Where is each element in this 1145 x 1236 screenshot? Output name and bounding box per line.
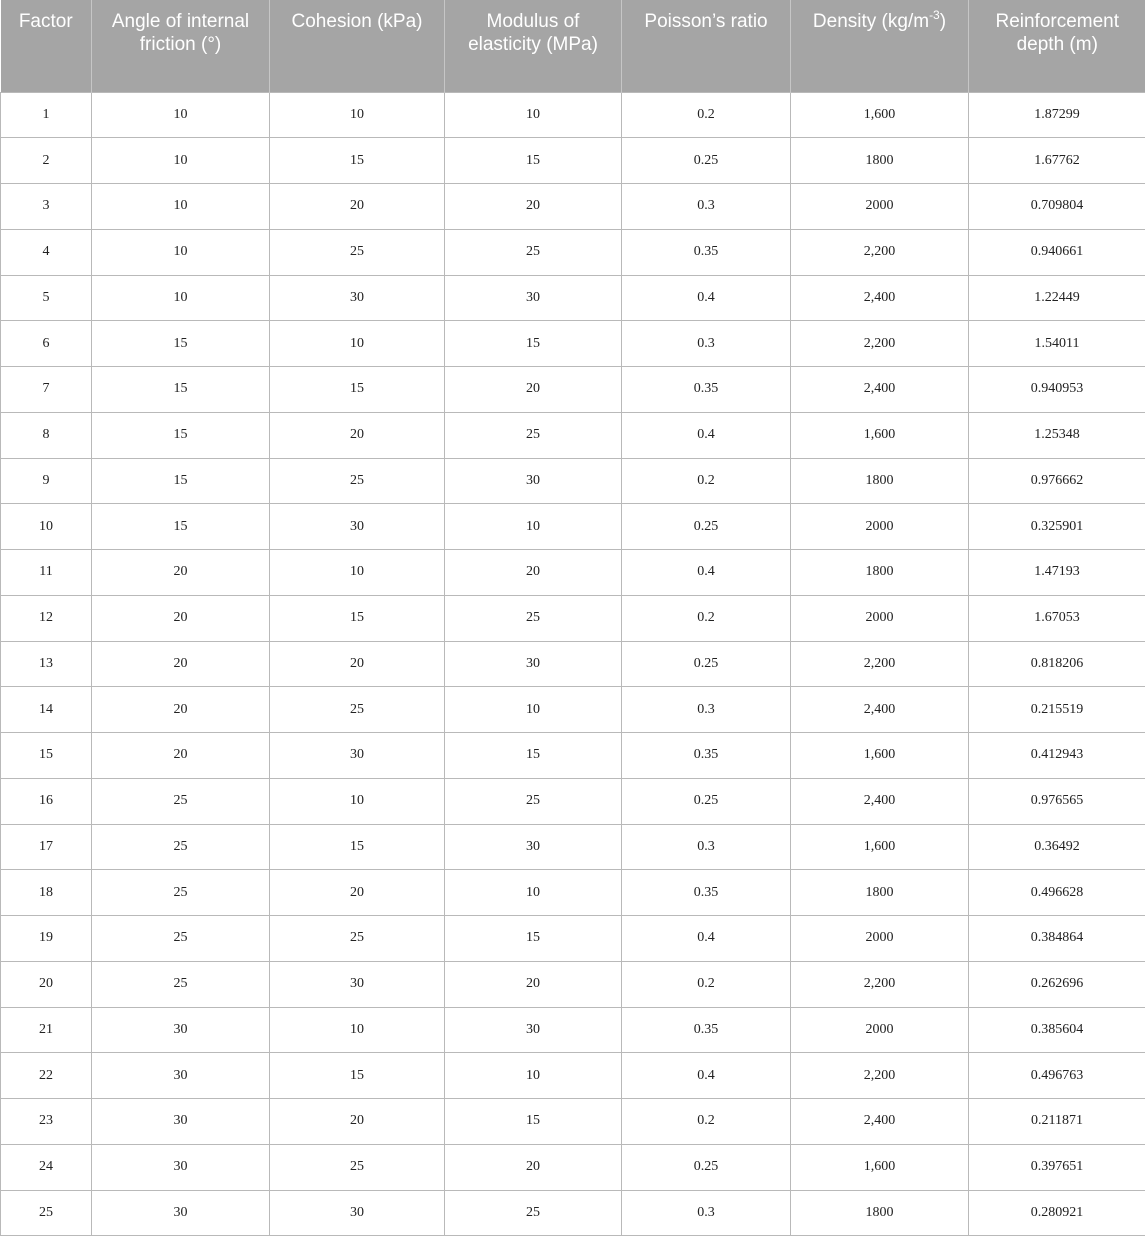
depth-cell: 0.280921 xyxy=(969,1190,1145,1236)
depth-cell: 0.709804 xyxy=(969,184,1145,230)
cohesion-cell: 15 xyxy=(270,824,445,870)
cohesion-cell: 10 xyxy=(270,778,445,824)
factor-cell: 16 xyxy=(1,778,92,824)
poisson-cell: 0.25 xyxy=(622,641,791,687)
density-cell: 2000 xyxy=(791,504,969,550)
factor-cell: 13 xyxy=(1,641,92,687)
table-row xyxy=(1,961,1145,1007)
cohesion-cell: 25 xyxy=(270,1144,445,1190)
angle-cell: 20 xyxy=(92,687,270,733)
cohesion-cell: 20 xyxy=(270,1099,445,1145)
modulus-cell: 25 xyxy=(445,229,622,275)
angle-cell: 15 xyxy=(92,412,270,458)
density-cell: 2000 xyxy=(791,184,969,230)
table-row xyxy=(1,550,1145,596)
depth-cell: 0.211871 xyxy=(969,1099,1145,1145)
density-cell: 2000 xyxy=(791,916,969,962)
modulus-cell: 25 xyxy=(445,595,622,641)
depth-cell: 0.397651 xyxy=(969,1144,1145,1190)
cohesion-cell: 15 xyxy=(270,595,445,641)
poisson-cell: 0.2 xyxy=(622,92,791,138)
depth-cell: 0.496763 xyxy=(969,1053,1145,1099)
modulus-cell: 25 xyxy=(445,778,622,824)
table-row xyxy=(1,412,1145,458)
table-row xyxy=(1,778,1145,824)
modulus-cell: 15 xyxy=(445,321,622,367)
factor-cell: 7 xyxy=(1,367,92,413)
factor-cell: 21 xyxy=(1,1007,92,1053)
modulus-cell: 20 xyxy=(445,550,622,596)
modulus-cell: 30 xyxy=(445,824,622,870)
poisson-cell: 0.4 xyxy=(622,1053,791,1099)
table-row xyxy=(1,184,1145,230)
table-row xyxy=(1,458,1145,504)
modulus-cell: 10 xyxy=(445,687,622,733)
table-row xyxy=(1,687,1145,733)
modulus-cell: 10 xyxy=(445,870,622,916)
factor-cell: 14 xyxy=(1,687,92,733)
density-cell: 2,200 xyxy=(791,641,969,687)
modulus-cell: 20 xyxy=(445,367,622,413)
cohesion-cell: 30 xyxy=(270,275,445,321)
cohesion-cell: 10 xyxy=(270,550,445,596)
poisson-cell: 0.4 xyxy=(622,412,791,458)
depth-cell: 1.67053 xyxy=(969,595,1145,641)
poisson-cell: 0.3 xyxy=(622,687,791,733)
table-row xyxy=(1,504,1145,550)
modulus-cell: 25 xyxy=(445,412,622,458)
poisson-cell: 0.25 xyxy=(622,778,791,824)
factor-cell: 11 xyxy=(1,550,92,596)
cohesion-cell: 10 xyxy=(270,92,445,138)
table-row xyxy=(1,1190,1145,1236)
modulus-cell: 15 xyxy=(445,138,622,184)
density-cell: 2,400 xyxy=(791,687,969,733)
poisson-cell: 0.25 xyxy=(622,1144,791,1190)
header-poissons-ratio: Poisson’s ratio xyxy=(622,0,791,92)
angle-cell: 30 xyxy=(92,1053,270,1099)
angle-cell: 25 xyxy=(92,870,270,916)
depth-cell: 0.325901 xyxy=(969,504,1145,550)
table-row xyxy=(1,1007,1145,1053)
modulus-cell: 30 xyxy=(445,1007,622,1053)
factor-cell: 1 xyxy=(1,92,92,138)
factor-cell: 4 xyxy=(1,229,92,275)
angle-cell: 25 xyxy=(92,778,270,824)
modulus-cell: 30 xyxy=(445,641,622,687)
cohesion-cell: 25 xyxy=(270,687,445,733)
density-cell: 2,200 xyxy=(791,229,969,275)
angle-cell: 10 xyxy=(92,138,270,184)
angle-cell: 10 xyxy=(92,229,270,275)
density-cell: 2,400 xyxy=(791,367,969,413)
poisson-cell: 0.4 xyxy=(622,275,791,321)
density-cell: 2,200 xyxy=(791,1053,969,1099)
poisson-cell: 0.25 xyxy=(622,504,791,550)
table-row xyxy=(1,870,1145,916)
depth-cell: 0.36492 xyxy=(969,824,1145,870)
modulus-cell: 15 xyxy=(445,916,622,962)
table-row xyxy=(1,92,1145,138)
table-row xyxy=(1,138,1145,184)
depth-cell: 0.385604 xyxy=(969,1007,1145,1053)
table-row xyxy=(1,229,1145,275)
factor-cell: 10 xyxy=(1,504,92,550)
angle-cell: 15 xyxy=(92,321,270,367)
depth-cell: 1.22449 xyxy=(969,275,1145,321)
depth-cell: 1.54011 xyxy=(969,321,1145,367)
density-cell: 2,400 xyxy=(791,778,969,824)
depth-cell: 0.412943 xyxy=(969,733,1145,779)
angle-cell: 10 xyxy=(92,184,270,230)
factor-cell: 8 xyxy=(1,412,92,458)
poisson-cell: 0.2 xyxy=(622,595,791,641)
factor-cell: 18 xyxy=(1,870,92,916)
poisson-cell: 0.2 xyxy=(622,1099,791,1145)
density-cell: 2,400 xyxy=(791,275,969,321)
density-cell: 1800 xyxy=(791,1190,969,1236)
poisson-cell: 0.2 xyxy=(622,458,791,504)
table-row xyxy=(1,367,1145,413)
density-cell: 1800 xyxy=(791,870,969,916)
header-modulus-of-elasticity: Modulus of elasticity (MPa) xyxy=(445,0,622,92)
table-row xyxy=(1,595,1145,641)
poisson-cell: 0.3 xyxy=(622,1190,791,1236)
factor-cell: 17 xyxy=(1,824,92,870)
density-cell: 2,200 xyxy=(791,961,969,1007)
poisson-cell: 0.3 xyxy=(622,184,791,230)
poisson-cell: 0.35 xyxy=(622,367,791,413)
density-cell: 1800 xyxy=(791,138,969,184)
factor-cell: 15 xyxy=(1,733,92,779)
factor-cell: 22 xyxy=(1,1053,92,1099)
table-row xyxy=(1,824,1145,870)
angle-cell: 15 xyxy=(92,367,270,413)
angle-cell: 10 xyxy=(92,275,270,321)
depth-cell: 1.25348 xyxy=(969,412,1145,458)
poisson-cell: 0.3 xyxy=(622,824,791,870)
angle-cell: 15 xyxy=(92,504,270,550)
header-angle-of-internal-friction: Angle of internal friction (°) xyxy=(92,0,270,92)
angle-cell: 10 xyxy=(92,92,270,138)
poisson-cell: 0.3 xyxy=(622,321,791,367)
modulus-cell: 30 xyxy=(445,458,622,504)
angle-cell: 30 xyxy=(92,1007,270,1053)
density-cell: 1,600 xyxy=(791,92,969,138)
cohesion-cell: 25 xyxy=(270,458,445,504)
header-density: Density $(kg/m^{-3})$ xyxy=(791,0,969,92)
cohesion-cell: 20 xyxy=(270,184,445,230)
cohesion-cell: 15 xyxy=(270,138,445,184)
depth-cell: 0.976565 xyxy=(969,778,1145,824)
depth-cell: 1.67762 xyxy=(969,138,1145,184)
poisson-cell: 0.35 xyxy=(622,229,791,275)
angle-cell: 20 xyxy=(92,641,270,687)
cohesion-cell: 20 xyxy=(270,412,445,458)
header-factor: Factor xyxy=(1,0,92,92)
angle-cell: 25 xyxy=(92,961,270,1007)
depth-cell: 0.496628 xyxy=(969,870,1145,916)
density-cell: 2000 xyxy=(791,1007,969,1053)
cohesion-cell: 10 xyxy=(270,1007,445,1053)
modulus-cell: 15 xyxy=(445,1099,622,1145)
table-row xyxy=(1,733,1145,779)
table-row xyxy=(1,321,1145,367)
cohesion-cell: 15 xyxy=(270,367,445,413)
density-cell: 1800 xyxy=(791,458,969,504)
cohesion-cell: 25 xyxy=(270,916,445,962)
table-row xyxy=(1,1053,1145,1099)
density-cell: 2,200 xyxy=(791,321,969,367)
poisson-cell: 0.25 xyxy=(622,138,791,184)
cohesion-cell: 30 xyxy=(270,733,445,779)
factor-cell: 12 xyxy=(1,595,92,641)
depth-cell: 0.940661 xyxy=(969,229,1145,275)
angle-cell: 25 xyxy=(92,824,270,870)
modulus-cell: 15 xyxy=(445,733,622,779)
density-cell: 1800 xyxy=(791,550,969,596)
factor-cell: 2 xyxy=(1,138,92,184)
poisson-cell: 0.4 xyxy=(622,916,791,962)
modulus-cell: 10 xyxy=(445,504,622,550)
angle-cell: 30 xyxy=(92,1190,270,1236)
header-row xyxy=(1,0,1145,92)
depth-cell: 0.818206 xyxy=(969,641,1145,687)
depth-cell: 0.940953 xyxy=(969,367,1145,413)
cohesion-cell: 10 xyxy=(270,321,445,367)
poisson-cell: 0.35 xyxy=(622,733,791,779)
table-row xyxy=(1,275,1145,321)
modulus-cell: 20 xyxy=(445,961,622,1007)
density-cell: 1,600 xyxy=(791,412,969,458)
depth-cell: 0.215519 xyxy=(969,687,1145,733)
cohesion-cell: 20 xyxy=(270,870,445,916)
angle-cell: 30 xyxy=(92,1099,270,1145)
density-cell: 1,600 xyxy=(791,733,969,779)
angle-cell: 15 xyxy=(92,458,270,504)
density-cell: 1,600 xyxy=(791,824,969,870)
table-row xyxy=(1,1099,1145,1145)
density-cell: 2,400 xyxy=(791,1099,969,1145)
header-cohesion: Cohesion (kPa) xyxy=(270,0,445,92)
depth-cell: 0.976662 xyxy=(969,458,1145,504)
cohesion-cell: 30 xyxy=(270,1190,445,1236)
modulus-cell: 30 xyxy=(445,275,622,321)
factor-cell: 19 xyxy=(1,916,92,962)
cohesion-cell: 30 xyxy=(270,961,445,1007)
table-row xyxy=(1,1144,1145,1190)
depth-cell: 0.262696 xyxy=(969,961,1145,1007)
cohesion-cell: 25 xyxy=(270,229,445,275)
factor-cell: 23 xyxy=(1,1099,92,1145)
angle-cell: 25 xyxy=(92,916,270,962)
poisson-cell: 0.35 xyxy=(622,870,791,916)
density-cell: 1,600 xyxy=(791,1144,969,1190)
angle-cell: 20 xyxy=(92,550,270,596)
depth-cell: 0.384864 xyxy=(969,916,1145,962)
angle-cell: 30 xyxy=(92,1144,270,1190)
density-cell: 2000 xyxy=(791,595,969,641)
angle-cell: 20 xyxy=(92,733,270,779)
factor-cell: 20 xyxy=(1,961,92,1007)
modulus-cell: 20 xyxy=(445,1144,622,1190)
factor-cell: 25 xyxy=(1,1190,92,1236)
factor-cell: 24 xyxy=(1,1144,92,1190)
modulus-cell: 10 xyxy=(445,92,622,138)
cohesion-cell: 20 xyxy=(270,641,445,687)
cohesion-cell: 15 xyxy=(270,1053,445,1099)
poisson-cell: 0.4 xyxy=(622,550,791,596)
depth-cell: 1.87299 xyxy=(969,92,1145,138)
poisson-cell: 0.2 xyxy=(622,961,791,1007)
cohesion-cell: 30 xyxy=(270,504,445,550)
header-reinforcement-depth: Reinforcement depth (m) xyxy=(969,0,1145,92)
factor-cell: 3 xyxy=(1,184,92,230)
modulus-cell: 25 xyxy=(445,1190,622,1236)
factor-cell: 5 xyxy=(1,275,92,321)
angle-cell: 20 xyxy=(92,595,270,641)
poisson-cell: 0.35 xyxy=(622,1007,791,1053)
table-row xyxy=(1,641,1145,687)
modulus-cell: 20 xyxy=(445,184,622,230)
depth-cell: 1.47193 xyxy=(969,550,1145,596)
modulus-cell: 10 xyxy=(445,1053,622,1099)
factor-cell: 6 xyxy=(1,321,92,367)
table-row xyxy=(1,916,1145,962)
factor-cell: 9 xyxy=(1,458,92,504)
